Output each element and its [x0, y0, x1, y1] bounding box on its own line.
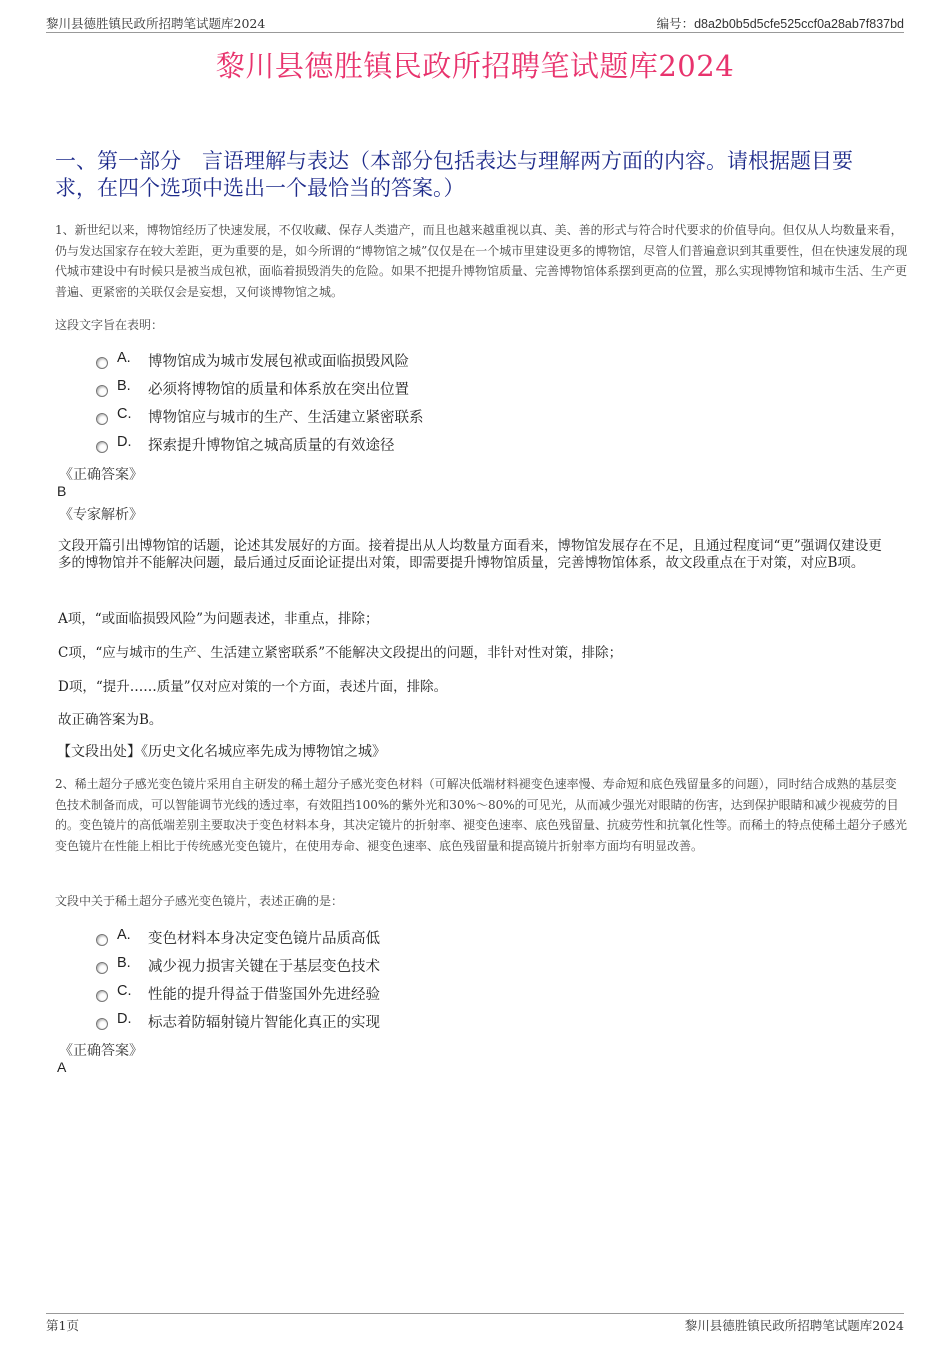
- question-1-explain-d: D项，“提升……质量”仅对应对策的一个方面，表述片面，排除。: [58, 679, 448, 695]
- question-1-analysis-label: 《专家解析》: [59, 507, 143, 523]
- option-text: 变色材料本身决定变色镜片品质高低: [148, 931, 380, 947]
- question-2-answer: A: [57, 1059, 67, 1075]
- question-1-answer-label: 《正确答案》: [59, 467, 143, 483]
- header-doc-title: 黎川县德胜镇民政所招聘笔试题库2024: [46, 16, 266, 31]
- option-text: 必须将博物馆的质量和体系放在突出位置: [148, 382, 409, 398]
- question-2-prompt: 文段中关于稀土超分子感光变色镜片，表述正确的是：: [55, 894, 344, 908]
- radio-button[interactable]: [96, 1018, 108, 1030]
- option-letter: C.: [117, 983, 132, 999]
- question-1-prompt: 这段文字旨在表明：: [55, 318, 164, 332]
- option-text: 减少视力损害关键在于基层变色技术: [148, 959, 380, 975]
- page-footer: [46, 1313, 904, 1334]
- option-text: 博物馆应与城市的生产、生活建立紧密联系: [148, 410, 424, 426]
- question-1-stem: 1、新世纪以来，博物馆经历了快速发展，不仅收藏、保存人类遗产，而且也越来越重视以真、美、善的形式与符合时代要求的价值导向。但仅从人均数量来看，仍与发达国家存在较大差距，更为重要的是，如今所谓的“博物馆之城”仅仅是在一个城市里建设更多的博物馆，尽管人们普遍意识到其重要性，但在快速发展的现代城市建设中有时候只是被当成包袱，面临着损毁消失的危险。如果不把提升博物馆质量、完善博物馆体系摆到更高的位置，那么实现博物馆和城市生活、生产更普遍、更紧密的关联仅会是妄想，又何谈博物馆之城。: [55, 223, 908, 299]
- option-text: 标志着防辐射镜片智能化真正的实现: [148, 1015, 380, 1031]
- section-heading: 一、第一部分 言语理解与表达（本部分包括表达与理解两方面的内容。请根据题目要求，在四个选项中选出一个最恰当的答案。）: [55, 149, 853, 200]
- option-letter: B.: [117, 378, 131, 394]
- option-letter: D.: [117, 1011, 132, 1027]
- radio-button[interactable]: [96, 990, 108, 1002]
- question-2-stem: 2、稀土超分子感光变色镜片采用自主研发的稀土超分子感光变色材料（可解决低端材料褪变色速率慢、寿命短和底色残留量多的问题），同时结合成熟的基层变色技术制备而成，可以智能调节光线的透过率，有效阻挡100%的紫外光和30%～80%的可见光，从而减少强光对眼睛的伤害，达到保护眼睛和减少视疲劳的目的。变色镜片的高低端差别主要取决于变色材料本身，其决定镜片的折射率、褪变色速率、底色残留量、抗疲劳性和抗氧化性等。而稀土的特点使稀土超分子感光变色镜片在性能上相比于传统感光变色镜片，在使用寿命、褪变色速率、底色残留量和提高镜片折射率方面均有明显改善。: [55, 777, 908, 853]
- running-header: [46, 14, 904, 33]
- option-letter: A.: [117, 350, 131, 366]
- option-letter: B.: [117, 955, 131, 971]
- question-1-conclusion: 故正确答案为B。: [58, 712, 163, 728]
- radio-button[interactable]: [96, 413, 108, 425]
- radio-button[interactable]: [96, 934, 108, 946]
- radio-button[interactable]: [96, 441, 108, 453]
- footer-doc-title: 黎川县德胜镇民政所招聘笔试题库2024: [684, 1318, 904, 1333]
- radio-button[interactable]: [96, 385, 108, 397]
- page-number: 第1页: [46, 1318, 79, 1333]
- question-1-explain-a: A项，“或面临损毁风险”为问题表述，非重点，排除；: [58, 611, 379, 627]
- page-title: 黎川县德胜镇民政所招聘笔试题库2024: [215, 49, 735, 83]
- question-2-answer-label: 《正确答案》: [59, 1043, 143, 1059]
- question-1-source: 【文段出处】《历史文化名城应率先成为博物馆之城》: [57, 744, 386, 760]
- option-letter: A.: [117, 927, 131, 943]
- option-text: 博物馆成为城市发展包袱或面临损毁风险: [148, 354, 409, 370]
- option-text: 探索提升博物馆之城高质量的有效途径: [148, 438, 395, 454]
- option-letter: C.: [117, 406, 132, 422]
- question-1-explain-c: C项，“应与城市的生产、生活建立紧密联系”不能解决文段提出的问题，非针对性对策，排除；: [58, 645, 623, 661]
- question-1-answer: B: [57, 483, 67, 499]
- radio-button[interactable]: [96, 357, 108, 369]
- option-letter: D.: [117, 434, 132, 450]
- question-1-analysis: 文段开篇引出博物馆的话题，论述其发展好的方面。接着提出从人均数量方面看来，博物馆发展存在不足，且通过程度词“更”强调仅建设更多的博物馆并不能解决问题，最后通过反面论证提出对策，即需要提升博物馆质量，完善博物馆体系，故文段重点在于对策，对应B项。: [58, 538, 882, 571]
- radio-button[interactable]: [96, 962, 108, 974]
- option-text: 性能的提升得益于借鉴国外先进经验: [148, 987, 380, 1003]
- header-doc-id: 编号：d8a2b0b5d5cfe525ccf0a28ab7f837bd: [656, 17, 904, 31]
